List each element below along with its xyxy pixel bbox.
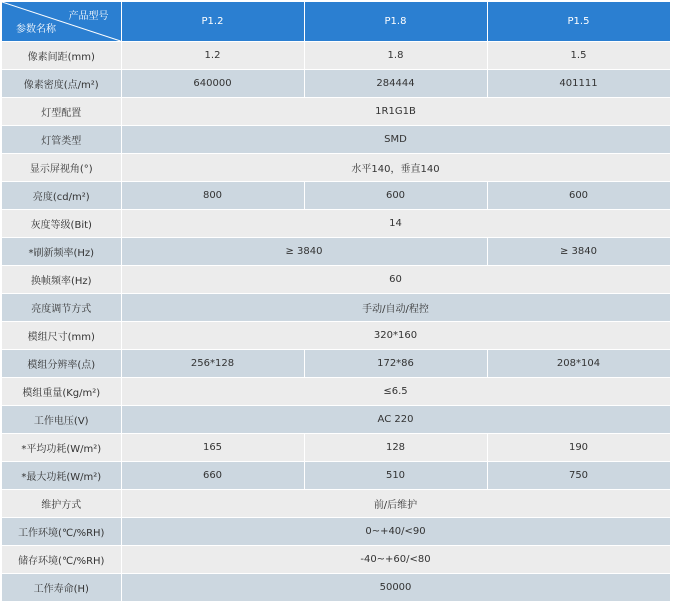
header-model-p18: P1.8 <box>304 2 487 42</box>
row-label: 亮度调节方式 <box>2 294 121 322</box>
row-value: 660 <box>121 462 304 490</box>
row-label: 灰度等级(Bit) <box>2 210 121 238</box>
table-row <box>2 406 670 434</box>
table-row <box>2 322 670 350</box>
header-product-model-label: 产品型号 <box>68 11 109 22</box>
table-row <box>2 434 670 462</box>
table-row <box>2 490 670 518</box>
table-row <box>2 42 670 70</box>
row-label: 储存环境(℃/%RH) <box>2 546 121 574</box>
header-parameter-name-label: 参数名称 <box>16 24 56 35</box>
row-label: 灯型配置 <box>2 98 121 126</box>
table-row <box>2 462 670 490</box>
row-value: 256*128 <box>121 350 304 378</box>
row-label: 亮度(cd/m²) <box>2 182 121 210</box>
row-value-merged: 14 <box>121 210 670 238</box>
row-value-merged: 手动/自动/程控 <box>121 294 670 322</box>
header-model-p12: P1.2 <box>121 2 304 42</box>
row-label: 模组重量(Kg/m²) <box>2 378 121 406</box>
table-row <box>2 518 670 546</box>
table-row <box>2 378 670 406</box>
row-value-merged: 50000 <box>121 574 670 602</box>
row-value: 284444 <box>304 70 487 98</box>
table-row <box>2 266 670 294</box>
table-row <box>2 182 670 210</box>
row-value: 190 <box>487 434 670 462</box>
row-value: 600 <box>487 182 670 210</box>
row-value: 640000 <box>121 70 304 98</box>
row-value: 165 <box>121 434 304 462</box>
row-label: 换帧频率(Hz) <box>2 266 121 294</box>
row-label: 维护方式 <box>2 490 121 518</box>
row-value: 800 <box>121 182 304 210</box>
row-value-merged: 1R1G1B <box>121 98 670 126</box>
row-label: 像素密度(点/m²) <box>2 70 121 98</box>
table-row <box>2 154 670 182</box>
header-model-p15: P1.5 <box>487 2 670 42</box>
table-row <box>2 546 670 574</box>
header-corner-cell <box>2 2 121 42</box>
row-label: 工作环境(℃/%RH) <box>2 518 121 546</box>
table-row <box>2 98 670 126</box>
header-row <box>2 2 670 42</box>
row-value: 1.5 <box>487 42 670 70</box>
row-value-merged: 前/后维护 <box>121 490 670 518</box>
row-value-merged: 0~+40/<90 <box>121 518 670 546</box>
row-value: 128 <box>304 434 487 462</box>
table-row <box>2 350 670 378</box>
row-value: ≥ 3840 <box>487 238 670 266</box>
table-row <box>2 210 670 238</box>
row-label: *刷新频率(Hz) <box>2 238 121 266</box>
row-value: 208*104 <box>487 350 670 378</box>
row-value-merged: ≥ 3840 <box>121 238 487 266</box>
table-row <box>2 294 670 322</box>
row-value-merged: ≤6.5 <box>121 378 670 406</box>
table-row <box>2 574 670 602</box>
row-value-merged: -40~+60/<80 <box>121 546 670 574</box>
row-label: 显示屏视角(°) <box>2 154 121 182</box>
row-value: 510 <box>304 462 487 490</box>
row-label: 像素间距(mm) <box>2 42 121 70</box>
row-value-merged: AC 220 <box>121 406 670 434</box>
table-row <box>2 70 670 98</box>
row-label: *平均功耗(W/m²) <box>2 434 121 462</box>
row-value: 750 <box>487 462 670 490</box>
row-label: 工作电压(V) <box>2 406 121 434</box>
row-value: 172*86 <box>304 350 487 378</box>
row-value-merged: 水平140，垂直140 <box>121 154 670 182</box>
row-label: 工作寿命(H) <box>2 574 121 602</box>
table-row <box>2 238 670 266</box>
table-row <box>2 126 670 154</box>
row-label: *最大功耗(W/m²) <box>2 462 121 490</box>
row-label: 灯管类型 <box>2 126 121 154</box>
row-value: 401111 <box>487 70 670 98</box>
row-value-merged: 60 <box>121 266 670 294</box>
row-value: 1.8 <box>304 42 487 70</box>
row-value: 600 <box>304 182 487 210</box>
row-label: 模组分辨率(点) <box>2 350 121 378</box>
row-label: 模组尺寸(mm) <box>2 322 121 350</box>
row-value: 1.2 <box>121 42 304 70</box>
row-value-merged: SMD <box>121 126 670 154</box>
spec-table <box>2 2 671 602</box>
row-value-merged: 320*160 <box>121 322 670 350</box>
